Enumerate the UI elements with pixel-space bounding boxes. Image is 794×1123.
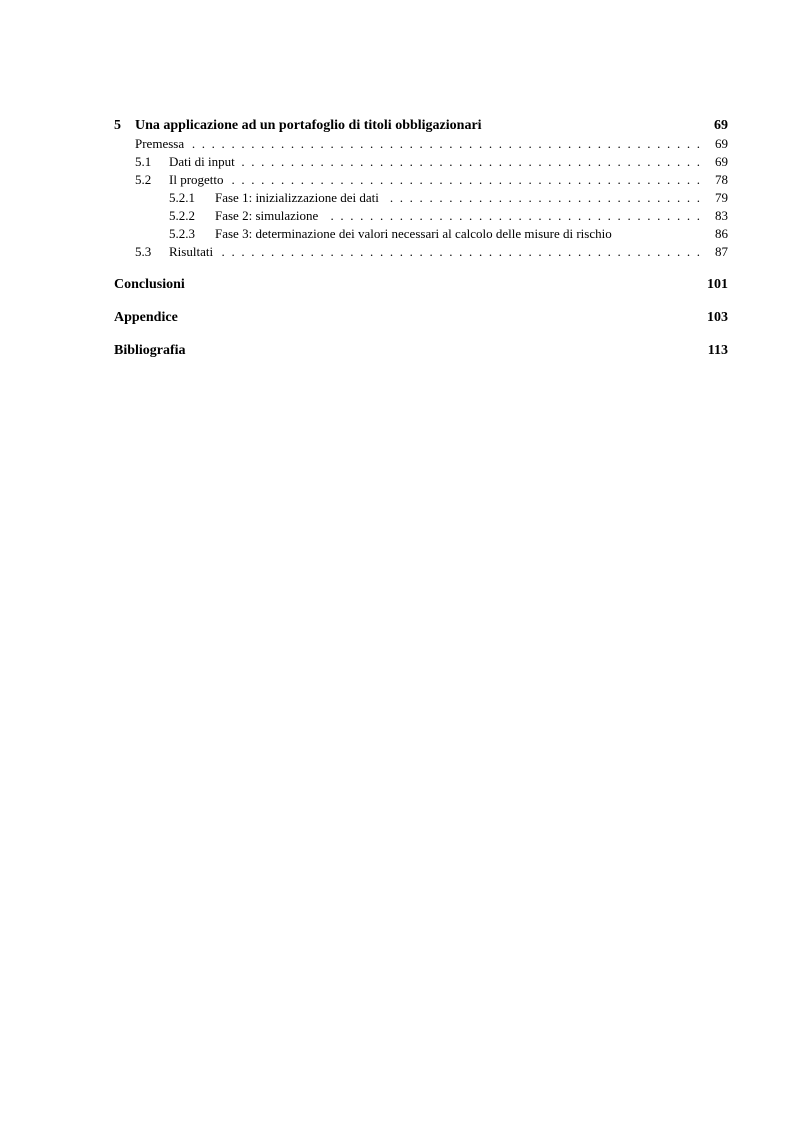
entry-page: 69 [715, 154, 728, 169]
entry-number: 5.2.1 [169, 190, 195, 205]
entry-number: 5.2.2 [169, 208, 195, 223]
dot-leader [190, 135, 700, 153]
entry-title: Il progetto [169, 172, 224, 187]
chapter-page: 69 [714, 118, 728, 133]
entry-title: Fase 2: simulazione [215, 208, 319, 223]
backmatter-title: Conclusioni [114, 277, 185, 292]
dot-leader [219, 243, 700, 261]
backmatter-page: 113 [707, 343, 728, 358]
toc-entry-5-2-3[interactable] [114, 225, 728, 243]
dot-leader [324, 207, 700, 225]
toc-entry-5-2-2[interactable] [114, 207, 728, 225]
toc-bibliografia[interactable] [114, 341, 728, 360]
entry-page: 87 [715, 244, 728, 259]
entry-title: Premessa [135, 136, 185, 151]
chapter-number: 5 [114, 118, 121, 133]
backmatter-title: Appendice [114, 310, 178, 325]
entry-number: 5.3 [135, 244, 152, 259]
entry-title: Fase 1: inizializzazione dei dati [215, 190, 379, 205]
toc-entry-5-3[interactable] [114, 243, 728, 261]
entry-title: Risultati [169, 244, 214, 259]
toc-entry-premessa[interactable] [114, 135, 728, 153]
entry-page: 69 [715, 136, 728, 151]
dot-leader [230, 171, 700, 189]
dot-leader [241, 153, 700, 171]
toc-conclusioni[interactable] [114, 275, 728, 294]
entry-number: 5.1 [135, 154, 152, 169]
entry-title: Fase 3: determinazione dei valori necessari al calcolo delle misure di rischio [215, 226, 612, 241]
toc-entry-5-1[interactable] [114, 153, 728, 171]
entry-number: 5.2 [135, 172, 152, 187]
entry-page: 83 [715, 208, 728, 223]
chapter-title: Una applicazione ad un portafoglio di titoli obbligazionari [135, 118, 482, 133]
toc-entry-5-2[interactable] [114, 171, 728, 189]
dot-leader [385, 189, 700, 207]
entry-number: 5.2.3 [169, 226, 195, 241]
entry-page: 78 [715, 172, 728, 187]
toc-appendice[interactable] [114, 308, 728, 327]
backmatter-title: Bibliografia [114, 343, 186, 358]
entry-title: Dati di input [169, 154, 235, 169]
table-of-contents [114, 116, 728, 360]
backmatter-page: 101 [707, 277, 728, 292]
entry-page: 79 [715, 190, 728, 205]
toc-entry-5-2-1[interactable] [114, 189, 728, 207]
entry-page: 86 [715, 226, 728, 241]
backmatter-page: 103 [707, 310, 728, 325]
toc-chapter-5[interactable] [114, 116, 728, 135]
